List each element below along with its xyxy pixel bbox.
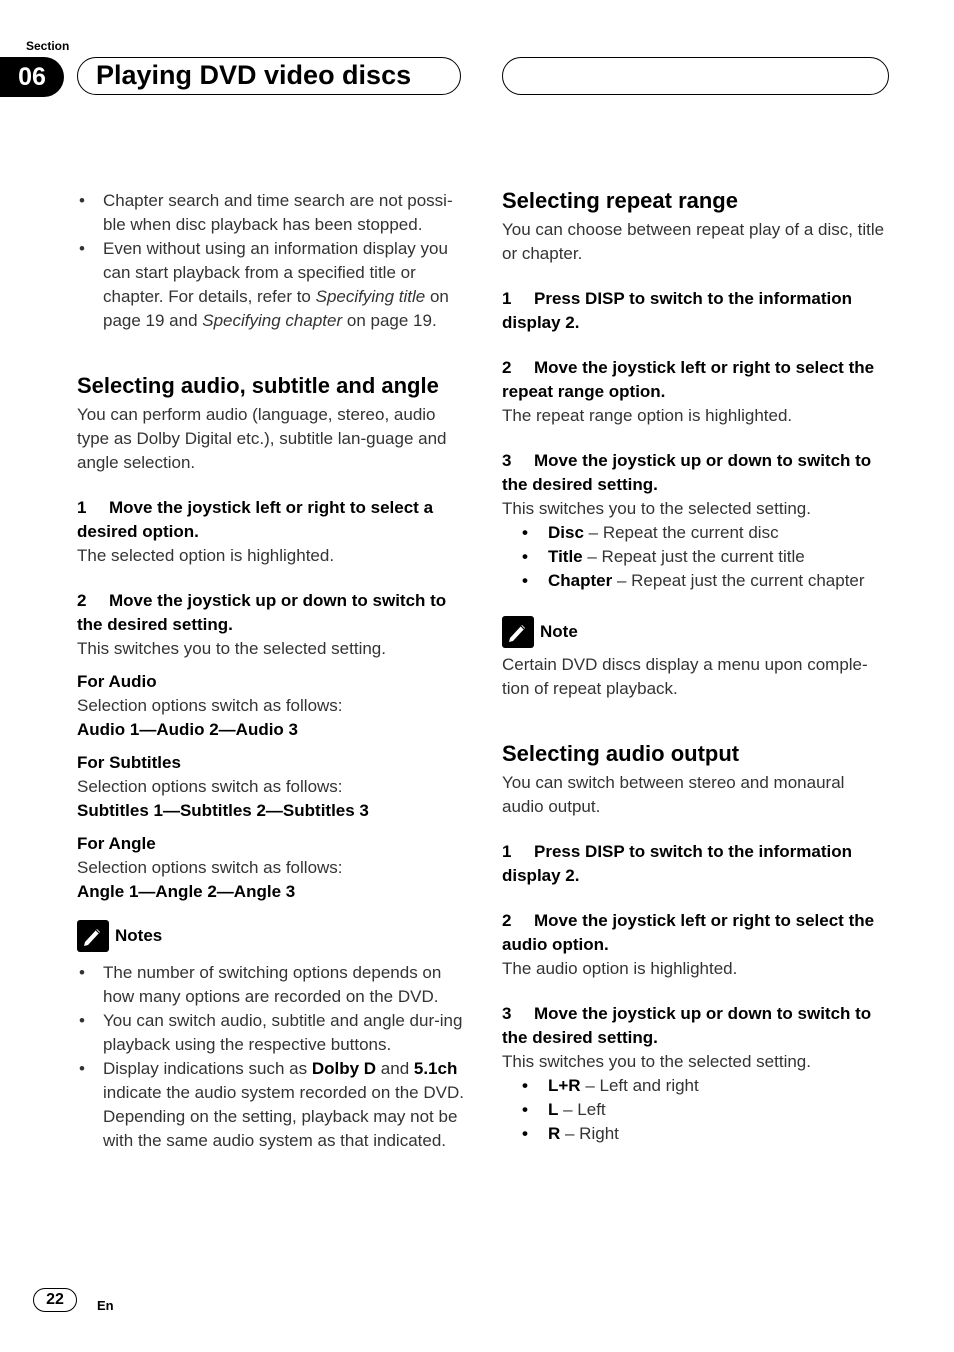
list-item: • Even without using an information display you can start playback from a specified title or chapter. For details, refer to Specifying title on page 19 and Specifying chapter on page 19. bbox=[77, 237, 465, 333]
repeat-range-heading: Selecting repeat range bbox=[502, 188, 738, 213]
list-item: • You can switch audio, subtitle and angle dur-ing playback using the respective buttons. bbox=[77, 1009, 465, 1057]
output-section-intro: You can switch between stereo and monaural audio output. bbox=[502, 773, 845, 816]
repeat-options-list bbox=[502, 521, 890, 593]
list-item: • R – Right bbox=[502, 1122, 890, 1146]
audio-subtitle-angle-heading: Selecting audio, subtitle and angle bbox=[77, 373, 439, 398]
list-item: • Chapter search and time search are not possi-ble when disc playback has been stopped. bbox=[77, 189, 465, 237]
audio-output-heading: Selecting audio output bbox=[502, 741, 740, 766]
page-number: 22 bbox=[33, 1288, 77, 1312]
notes-header bbox=[77, 920, 465, 952]
pencil-note-icon bbox=[502, 616, 534, 648]
list-item: • Disc – Repeat the current disc bbox=[502, 521, 890, 545]
output-step-2: 2 Move the joystick left or right to select the audio option. bbox=[502, 911, 875, 954]
output-step-3: 3 Move the joystick up or down to switch to the desired setting. bbox=[502, 1004, 872, 1047]
audio-step-2-desc: This switches you to the selected setting. bbox=[77, 639, 386, 658]
list-item: • L+R – Left and right bbox=[502, 1074, 890, 1098]
note-label: Note bbox=[540, 622, 578, 641]
note-header bbox=[502, 616, 890, 648]
repeat-step-3: 3 Move the joystick up or down to switch to the desired setting. bbox=[502, 451, 872, 494]
repeat-step-2-desc: The repeat range option is highlighted. bbox=[502, 406, 793, 425]
page-title: Playing DVD video discs bbox=[96, 60, 412, 90]
for-angle-title: For Angle bbox=[77, 834, 156, 853]
cross-ref-specifying-title: Specifying title bbox=[315, 287, 426, 306]
notes-list bbox=[77, 961, 465, 1153]
output-step-1: 1 Press DISP to switch to the information display 2. bbox=[502, 842, 853, 885]
section-number-badge: 06 bbox=[0, 57, 64, 97]
for-audio-sequence: Audio 1—Audio 2—Audio 3 bbox=[77, 720, 298, 739]
right-column bbox=[502, 187, 890, 1146]
repeat-step-1: 1 Press DISP to switch to the information display 2. bbox=[502, 289, 853, 332]
list-item: • Title – Repeat just the current title bbox=[502, 545, 890, 569]
for-subtitles-sequence: Subtitles 1—Subtitles 2—Subtitles 3 bbox=[77, 801, 369, 820]
list-item: • Display indications such as Dolby D and 5.1ch indicate the audio system recorded on the DVD. Depending on the setting, playback may not be with the same audio system as that indicated. bbox=[77, 1057, 465, 1153]
list-item: • L – Left bbox=[502, 1098, 890, 1122]
language-code: En bbox=[97, 1298, 114, 1313]
list-item: • Chapter – Repeat just the current chapter bbox=[502, 569, 890, 593]
header-empty-frame bbox=[502, 57, 889, 95]
section-label: Section bbox=[26, 39, 70, 53]
audio-step-1: 1 Move the joystick left or right to select a desired option. bbox=[77, 498, 434, 541]
note-text: Certain DVD discs display a menu upon comple-tion of repeat playback. bbox=[502, 655, 868, 698]
pencil-note-icon bbox=[77, 920, 109, 952]
audio-section-intro: You can perform audio (language, stereo, audio type as Dolby Digital etc.), subtitle lan-guage and angle selection. bbox=[77, 405, 447, 472]
for-angle-sequence: Angle 1—Angle 2—Angle 3 bbox=[77, 882, 296, 901]
repeat-step-2: 2 Move the joystick left or right to select the repeat range option. bbox=[502, 358, 875, 401]
left-column bbox=[77, 189, 465, 1153]
cross-ref-specifying-chapter: Specifying chapter bbox=[202, 311, 343, 330]
repeat-section-intro: You can choose between repeat play of a disc, title or chapter. bbox=[502, 220, 885, 263]
output-step-2-desc: The audio option is highlighted. bbox=[502, 959, 738, 978]
for-subtitles-title: For Subtitles bbox=[77, 753, 181, 772]
audio-step-1-desc: The selected option is highlighted. bbox=[77, 546, 335, 565]
for-audio-desc: Selection options switch as follows: bbox=[77, 696, 343, 715]
audio-step-2: 2 Move the joystick up or down to switch to the desired setting. bbox=[77, 591, 447, 634]
intro-bullet-list bbox=[77, 189, 465, 333]
output-options-list bbox=[502, 1074, 890, 1146]
for-subtitles-desc: Selection options switch as follows: bbox=[77, 777, 343, 796]
for-angle-desc: Selection options switch as follows: bbox=[77, 858, 343, 877]
notes-label: Notes bbox=[115, 926, 163, 945]
list-item: • The number of switching options depends on how many options are recorded on the DVD. bbox=[77, 961, 465, 1009]
repeat-step-3-desc: This switches you to the selected setting. bbox=[502, 499, 811, 518]
for-audio-title: For Audio bbox=[77, 672, 157, 691]
output-step-3-desc: This switches you to the selected setting. bbox=[502, 1052, 811, 1071]
